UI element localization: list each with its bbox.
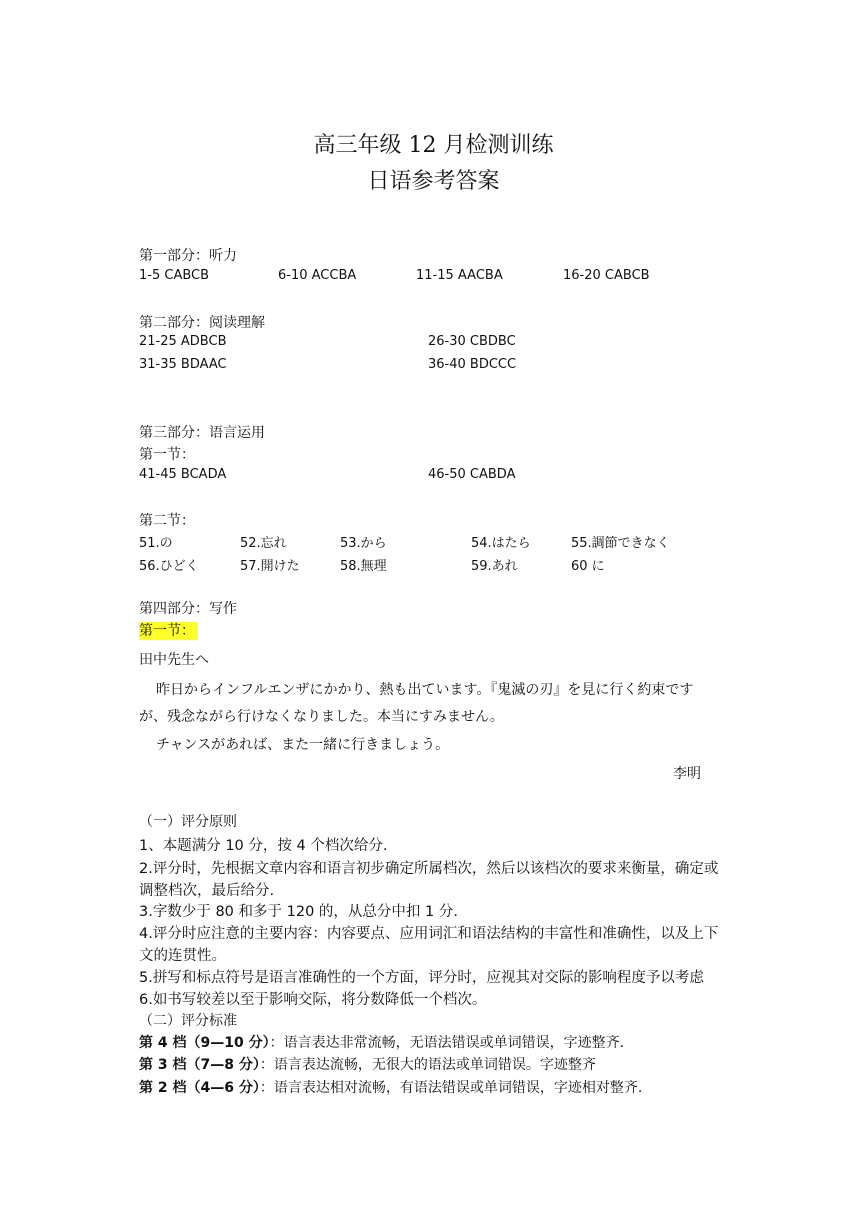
scoring-rule: 1、本题满分 10 分，按 4 个档次给分. [139,838,388,854]
part3-section2-heading: 第二节： [139,513,195,529]
part2-answer: 31-35 BDAAC [139,357,227,372]
highlighted-section-label: 第一节： [139,622,198,640]
scoring-rule: 6.如书写较差以至于影响交际，将分数降低一个档次。 [139,992,487,1008]
cloze-answer: 54.はたら [471,536,531,551]
scoring-rule: 5.拼写和标点符号是语言准确性的一个方面，评分时，应视其对交际的影响程度予以考虑 [139,970,704,986]
part2-answer: 21-25 ADBCB [139,334,227,349]
cloze-answer: 57.開けた [240,559,300,574]
grade-label: 第 3 档（7—8 分） [139,1057,260,1073]
part1-answer: 16-20 CABCB [563,268,650,283]
letter-body-line: チャンスがあれば、また一緒に行きましょう。 [156,737,450,753]
grade-description: ：语言表达非常流畅，无语法错误或单词错误，字迹整齐. [269,1035,625,1051]
part1-answer: 6-10 ACCBA [278,268,357,283]
title-line2: 日语参考答案 [367,169,500,194]
scoring-rule: 文的连贯性。 [139,948,226,964]
cloze-answer: 59.あれ [471,559,518,574]
scoring-principles-heading: （一）评分原则 [139,814,237,830]
scoring-rule: 2.评分时，先根据文章内容和语言初步确定所属档次，然后以该档次的要求来衡量，确定或 [139,861,719,877]
grade-description: ：语言表达流畅，无很大的语法或单词错误。字迹整齐 [259,1057,596,1073]
part4-section1-heading [139,620,198,640]
cloze-answer: 60 に [571,559,605,574]
part2-answer: 26-30 CBDBC [428,334,516,349]
part4-heading: 第四部分：写作 [139,601,237,617]
scoring-rule: 调整档次，最后给分. [139,883,275,899]
part1-answer: 1-5 CABCB [139,268,210,283]
part1-heading: 第一部分：听力 [139,248,237,264]
part2-answer: 36-40 BDCCC [428,357,517,372]
part1-answer: 11-15 AACBA [416,268,503,283]
letter-signature: 李明 [673,766,701,782]
cloze-answer: 52.忘れ [240,536,287,551]
scoring-rule: 3.字数少于 80 和多于 120 的，从总分中扣 1 分. [139,904,458,920]
letter-salutation: 田中先生へ [139,652,209,668]
title-line1: 高三年级 12 月检测训练 [313,133,554,158]
cloze-answer: 55.調節できなく [571,536,670,551]
cloze-answer: 53.から [340,536,387,551]
part3-answer: 41-45 BCADA [139,467,227,482]
letter-body-line: が、残念ながら行けなくなりました。本当にすみません。 [139,709,504,725]
part3-answer: 46-50 CABDA [428,467,516,482]
part3-section1-heading: 第一节： [139,447,195,463]
cloze-answer: 56.ひどく [139,559,199,574]
scoring-rule: 4.评分时应注意的主要内容：内容要点、应用词汇和语法结构的丰富性和准确性，以及上下 [139,926,719,942]
cloze-answer: 51.の [139,536,173,551]
grade-row [139,1054,596,1074]
grade-description: ：语言表达相对流畅，有语法错误或单词错误，字迹相对整齐. [259,1080,643,1096]
grade-row [139,1077,642,1097]
grade-row [139,1032,624,1052]
grade-label: 第 2 档（4—6 分） [139,1080,260,1096]
part2-heading: 第二部分：阅读理解 [139,315,265,331]
cloze-answer: 58.無理 [340,559,387,574]
scoring-standards-heading: （二）评分标准 [139,1013,237,1029]
letter-body-line: 昨日からインフルエンザにかかり、熱も出ています。『鬼滅の刃』を見に行く約束です [156,682,694,698]
part3-heading: 第三部分：语言运用 [139,425,265,441]
grade-label: 第 4 档（9—10 分） [139,1035,270,1051]
